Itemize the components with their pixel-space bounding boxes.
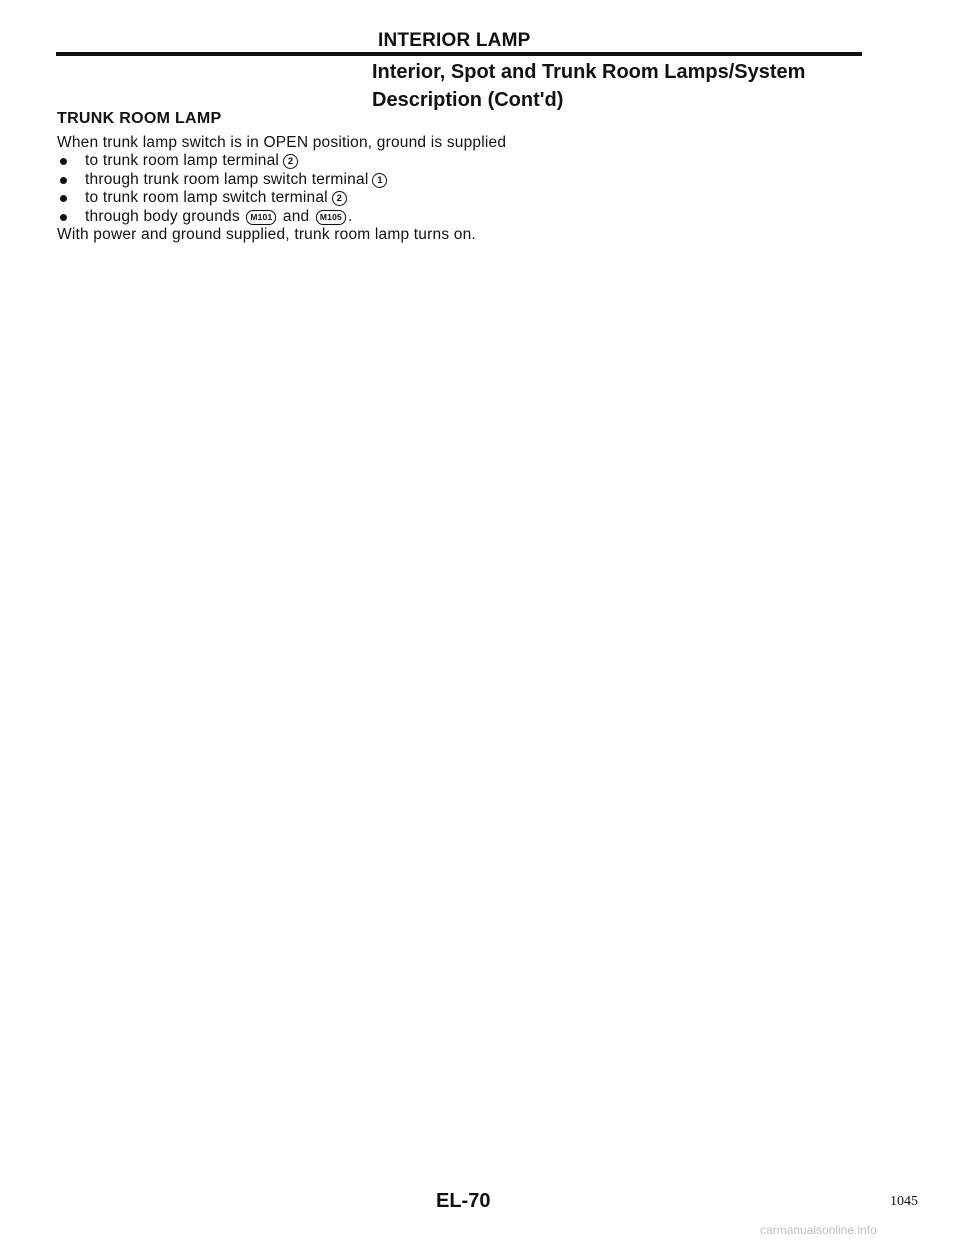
sentence-end: . [347, 207, 353, 225]
bullet-icon [60, 158, 67, 165]
ground-code-icon: M101 [246, 210, 276, 225]
closing-paragraph: With power and ground supplied, trunk room lamp turns on. [57, 226, 476, 244]
page-code: EL-70 [436, 1190, 491, 1212]
ground-path-list [57, 152, 837, 226]
terminal-number-icon: 1 [372, 173, 387, 188]
bullet-icon [60, 195, 67, 202]
list-item-text: through body grounds [85, 207, 240, 225]
watermark: carmanualsonline.info [760, 1223, 877, 1237]
list-item [57, 171, 837, 189]
terminal-number-icon: 2 [332, 191, 347, 206]
header-rule [56, 52, 862, 56]
list-item [57, 152, 837, 170]
page-heading [372, 58, 805, 114]
ground-code-icon: M105 [316, 210, 346, 225]
page-heading-line-2: Description (Cont'd) [372, 89, 564, 111]
bullet-icon [60, 214, 67, 221]
list-item-text: to trunk room lamp terminal [85, 152, 280, 170]
section-title: INTERIOR LAMP [378, 30, 531, 51]
list-item [57, 208, 837, 226]
list-item [57, 189, 837, 207]
bullet-icon [60, 177, 67, 184]
page-heading-line-1: Interior, Spot and Trunk Room Lamps/System [372, 61, 806, 83]
list-item-text: through trunk room lamp switch terminal [85, 170, 369, 188]
page-number: 1045 [890, 1194, 918, 1209]
description-body [57, 134, 837, 244]
joiner-text: and [282, 207, 310, 225]
terminal-number-icon: 2 [283, 154, 298, 169]
list-item-text: to trunk room lamp switch terminal [85, 189, 328, 207]
intro-paragraph: When trunk lamp switch is in OPEN position, ground is supplied [57, 134, 507, 151]
trunk-room-lamp-heading: TRUNK ROOM LAMP [57, 110, 222, 127]
